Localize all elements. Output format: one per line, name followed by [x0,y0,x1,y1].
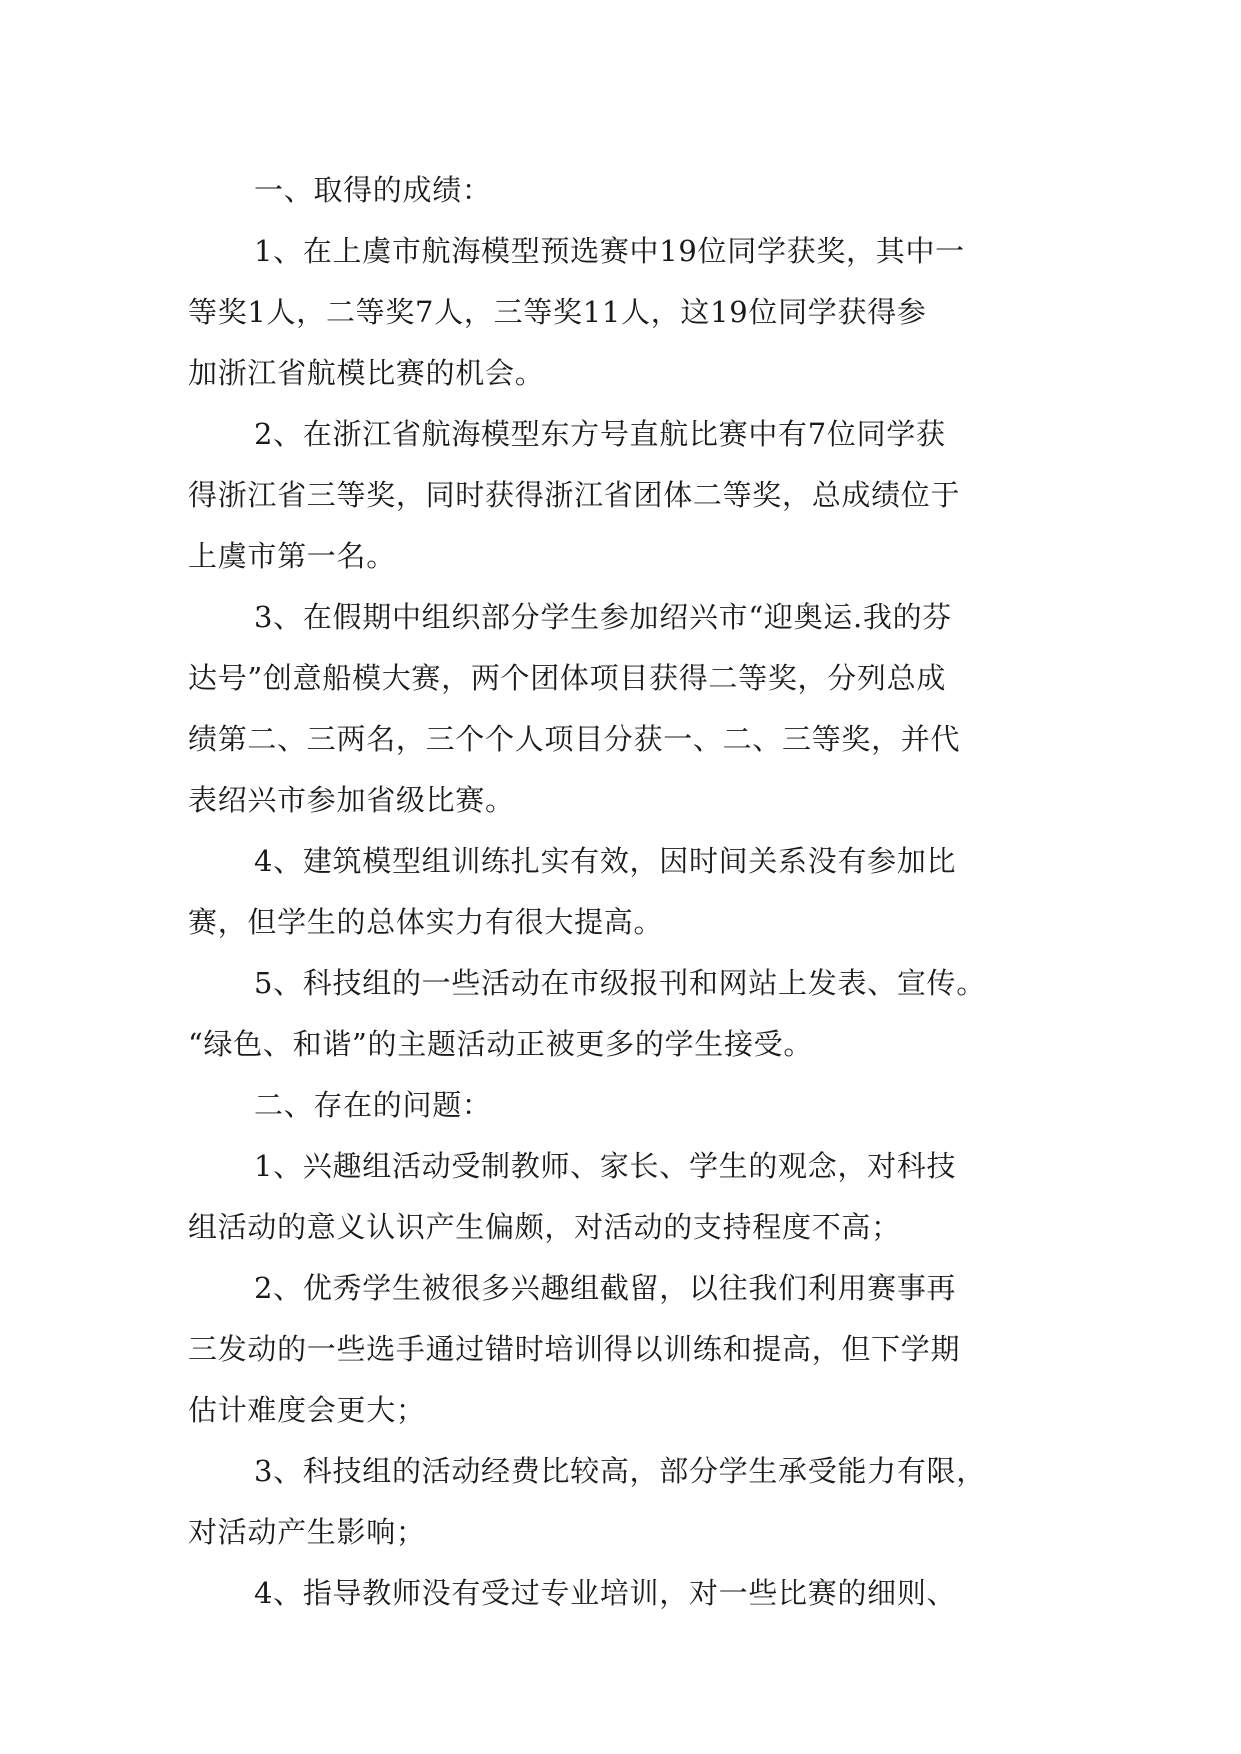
paragraph-line: 达号”创意船模大赛，两个团体项目获得二等奖，分列总成 [188,661,947,695]
paragraph-line: 赛，但学生的总体实力有很大提高。 [188,905,664,939]
paragraph-line: 3、在假期中组织部分学生参加绍兴市“迎奥运.我的芬 [254,600,952,634]
paragraph-line: 5、科技组的一些活动在市级报刊和网站上发表、宣传。 [254,966,986,1000]
paragraph-line: 1、兴趣组活动受制教师、家长、学生的观念，对科技 [254,1149,957,1183]
section-heading-achievements: 一、取得的成绩： [254,173,492,207]
paragraph-line: 4、指导教师没有受过专业培训，对一些比赛的细则、 [254,1576,957,1610]
paragraph-line: 对活动产生影响； [188,1515,426,1549]
paragraph-line: 3、科技组的活动经费比较高，部分学生承受能力有限， [254,1454,986,1488]
section-heading-problems: 二、存在的问题： [254,1088,492,1122]
paragraph-line: 估计难度会更大； [188,1393,426,1427]
document-body [188,160,1068,1624]
paragraph-line: 1、在上虞市航海模型预选赛中19位同学获奖，其中一 [254,234,965,268]
paragraph-line: 2、优秀学生被很多兴趣组截留，以往我们利用赛事再 [254,1271,957,1305]
paragraph-line: 4、建筑模型组训练扎实有效，因时间关系没有参加比 [254,844,957,878]
paragraph-line: 加浙江省航模比赛的机会。 [188,356,545,390]
paragraph-line: “绿色、和谐”的主题活动正被更多的学生接受。 [188,1027,814,1061]
paragraph-line: 上虞市第一名。 [188,539,396,573]
paragraph-line: 三发动的一些选手通过错时培训得以训练和提高，但下学期 [188,1332,961,1366]
paragraph-line: 得浙江省三等奖，同时获得浙江省团体二等奖，总成绩位于 [188,478,961,512]
paragraph-line: 绩第二、三两名，三个个人项目分获一、二、三等奖，并代 [188,722,961,756]
paragraph-line: 表绍兴市参加省级比赛。 [188,783,515,817]
paragraph-line: 2、在浙江省航海模型东方号直航比赛中有7位同学获 [254,417,946,451]
paragraph-line: 等奖1人，二等奖7人，三等奖11人，这19位同学获得参 [188,295,927,329]
paragraph-line: 组活动的意义认识产生偏颇，对活动的支持程度不高； [188,1210,901,1244]
